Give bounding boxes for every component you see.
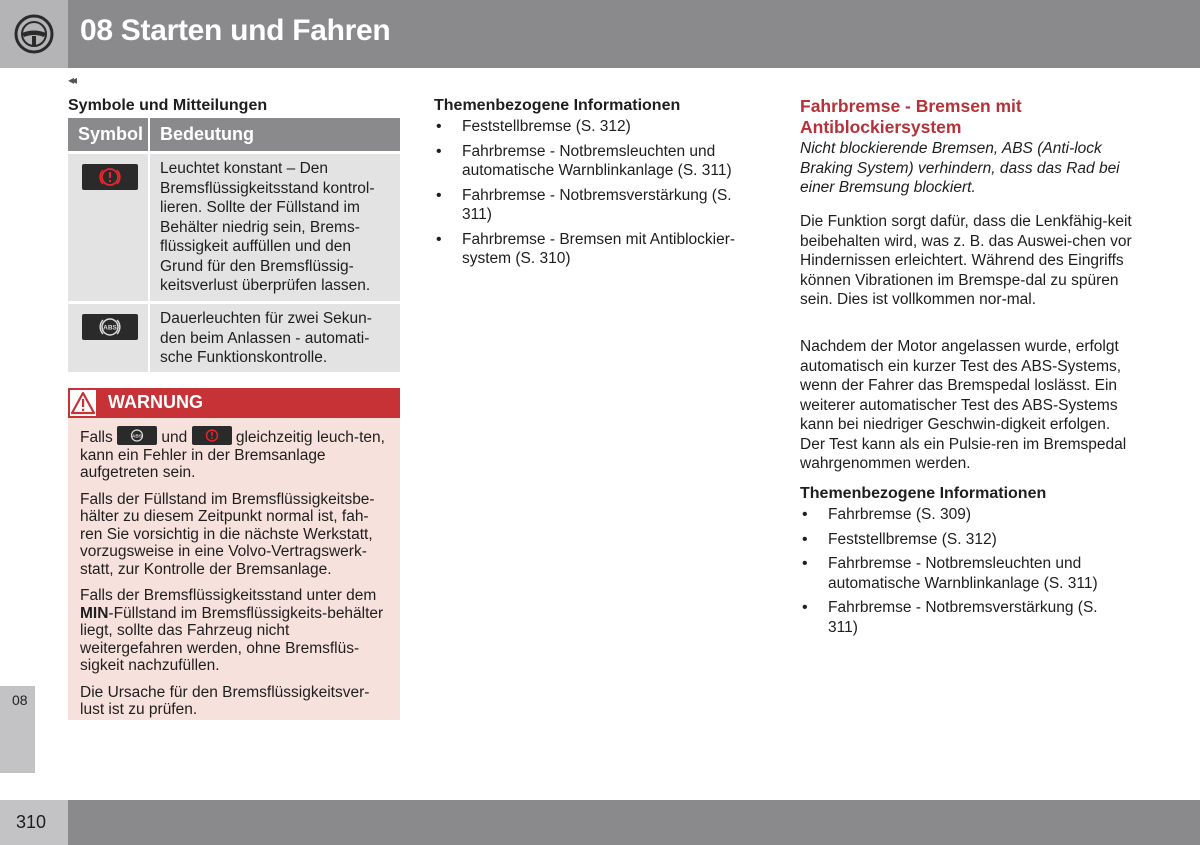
related-info-heading: Themenbezogene Informationen <box>434 97 681 114</box>
warning-paragraph: Die Ursache für den Bremsflüssigkeitsver-lust ist zu prüfen. <box>80 683 370 718</box>
table-row <box>68 154 400 301</box>
warning-box <box>68 388 400 720</box>
related-info-list <box>434 117 764 274</box>
brake-warning-icon <box>82 164 138 190</box>
related-link[interactable]: • Feststellbremse (S. 312) <box>434 117 764 137</box>
related-link[interactable]: • Feststellbremse (S. 312) <box>800 530 1130 550</box>
meaning-text: Leuchtet konstant – Den Bremsflüssigkeitsstand kontrol-lieren. Sollte der Füllstand im Behälter niedrig sein, Brems-flüssigkeit auffüllen und den Grund für den Bremsflüssig-keitsverlust überprüfen lassen. <box>160 160 375 294</box>
previous-page-arrows[interactable]: ◂◂ <box>68 73 75 87</box>
steering-wheel-icon <box>14 14 54 54</box>
related-link[interactable]: • Fahrbremse - Bremsen mit Antiblockier-system (S. 310) <box>434 230 764 269</box>
table-row <box>68 304 400 372</box>
related-link[interactable]: • Fahrbremse - Notbremsverstärkung (S. 311) <box>434 186 764 225</box>
column-header-symbol: Symbol <box>68 118 150 151</box>
abs-icon <box>82 314 138 340</box>
warning-paragraph: Falls der Bremsflüssigkeitsstand unter dem MIN-Füllstand im Bremsflüssigkeits-behälter liegt, sollte das Fahrzeug nicht weitergefahren werden, ohne Bremsflüs-sigkeit nachzufüllen. <box>80 587 384 674</box>
column-header-meaning: Bedeutung <box>160 124 254 144</box>
related-link[interactable]: • Fahrbremse - Notbremsleuchten und automatische Warnblinkanlage (S. 311) <box>800 554 1130 593</box>
page-footer <box>0 800 1200 845</box>
body-paragraph: Die Funktion sorgt dafür, dass die Lenkfähig-keit beibehalten wird, was z. B. das Auswei-chen vor Hindernissen erleichtert. Während des Eingriffs können Vibrationen im Bremspe-dal zu spüren sein. Dies ist vollkommen nor-mal. <box>800 213 1132 308</box>
warning-body <box>68 418 400 719</box>
warning-title: WARNUNG <box>108 392 203 412</box>
body-paragraph: Nachdem der Motor angelassen wurde, erfolgt automatisch ein kurzer Test des ABS-Systems, wenn der Fahrer das Bremspedal loslässt. Ein weiterer automatischer Test des ABS-Systems kann bei niedriger Geschwin-digkeit erfolgen. Der Test kann als ein Pulsie-ren im Bremspedal wahrgenommen werden. <box>800 338 1127 472</box>
symbols-heading: Symbole und Mitteilungen <box>68 97 268 114</box>
related-link[interactable]: • Fahrbremse - Notbremsleuchten und automatische Warnblinkanlage (S. 311) <box>434 142 764 181</box>
related-link[interactable]: • Fahrbremse - Notbremsverstärkung (S. 311) <box>800 598 1130 637</box>
svg-text:ABS: ABS <box>103 324 117 332</box>
page-number: 310 <box>16 812 47 832</box>
section-intro: Nicht blockierende Bremsen, ABS (Anti-lock Braking System) verhindern, dass das Rad bei einer Bremsung blockiert. <box>800 140 1120 196</box>
section-heading: Fahrbremse - Bremsen mit Antiblockiersystem <box>800 96 1022 137</box>
abs-icon <box>117 426 157 445</box>
chapter-icon-box <box>0 0 68 68</box>
symbols-table-header <box>68 118 400 151</box>
related-info-list <box>800 505 1130 642</box>
warning-triangle-icon <box>70 390 96 416</box>
warning-header <box>68 388 400 418</box>
warning-paragraph: Falls der Füllstand im Bremsflüssigkeitsbe-hälter zu diesem Zeitpunkt normal ist, fah-ren Sie vorsichtig in die nächste Werkstatt, vorzugsweise in eine Volvo-Vertragswerk-statt, zur Kontrolle der Bremsanlage. <box>80 490 375 578</box>
warning-paragraph: Falls ABS und gleichzeitig leuch-ten, kann ein Fehler in der Bremsanlage aufgetreten sein. <box>80 426 390 482</box>
related-info-heading: Themenbezogene Informationen <box>800 485 1047 502</box>
symbols-table <box>68 118 400 372</box>
meaning-text: Dauerleuchten für zwei Sekun-den beim Anlassen - automati-sche Funktionskontrolle. <box>160 310 372 366</box>
svg-text:ABS: ABS <box>131 434 143 440</box>
brake-warning-icon <box>192 426 232 445</box>
related-link[interactable]: • Fahrbremse (S. 309) <box>800 505 1130 525</box>
chapter-side-tab-label: 08 <box>12 692 28 708</box>
chapter-title: 08 Starten und Fahren <box>80 14 391 47</box>
